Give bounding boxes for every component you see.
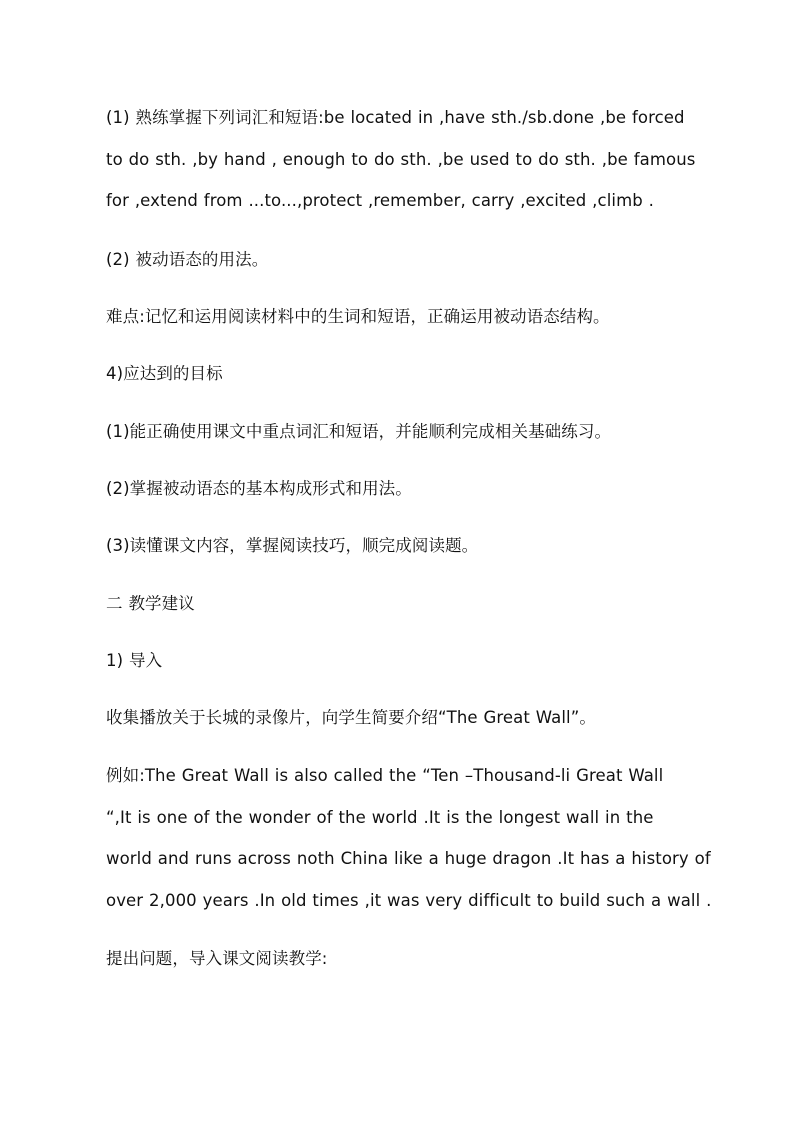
vocab-line-2: to do sth. ,by hand , enough to do sth. ,be used to do sth. ,be famous (106, 149, 696, 169)
passive-voice-paragraph: (2) 被动语态的用法。 (106, 250, 269, 269)
intro-heading: 1) 导入 (106, 651, 163, 670)
vocab-paragraph (106, 97, 706, 222)
vocab-line-1: (1) 熟练掌握下列词汇和短语:be located in ,have sth./sb.done ,be forced (106, 108, 685, 127)
goals-heading: 4)应达到的目标 (106, 364, 223, 383)
example-line-2: “,It is one of the wonder of the world .It is the longest wall in the (106, 807, 654, 827)
section-two-heading: 二 教学建议 (106, 594, 195, 613)
goal-item-1: (1)能正确使用课文中重点词汇和短语，并能顺利完成相关基础练习。 (106, 422, 612, 441)
goal-item-2: (2)掌握被动语态的基本构成形式和用法。 (106, 479, 412, 498)
vocab-line-3: for ,extend from ...to...,protect ,remember, carry ,excited ,climb . (106, 191, 655, 210)
questions-intro-paragraph: 提出问题，导入课文阅读教学: (106, 949, 328, 968)
goal-item-3: (3)读懂课文内容，掌握阅读技巧，顺完成阅读题。 (106, 536, 479, 555)
example-paragraph (106, 755, 712, 921)
example-line-4: over 2,000 years .In old times ,it was very difficult to build such a wall . (106, 890, 712, 910)
intro-paragraph: 收集播放关于长城的录像片，向学生简要介绍“The Great Wall”。 (106, 708, 596, 727)
example-line-1: 例如:The Great Wall is also called the “Ten –Thousand-li Great Wall (106, 766, 664, 785)
difficulty-paragraph: 难点:记忆和运用阅读材料中的生词和短语，正确运用被动语态结构。 (106, 307, 610, 326)
example-line-3: world and runs across noth China like a huge dragon .It has a history of (106, 849, 711, 868)
